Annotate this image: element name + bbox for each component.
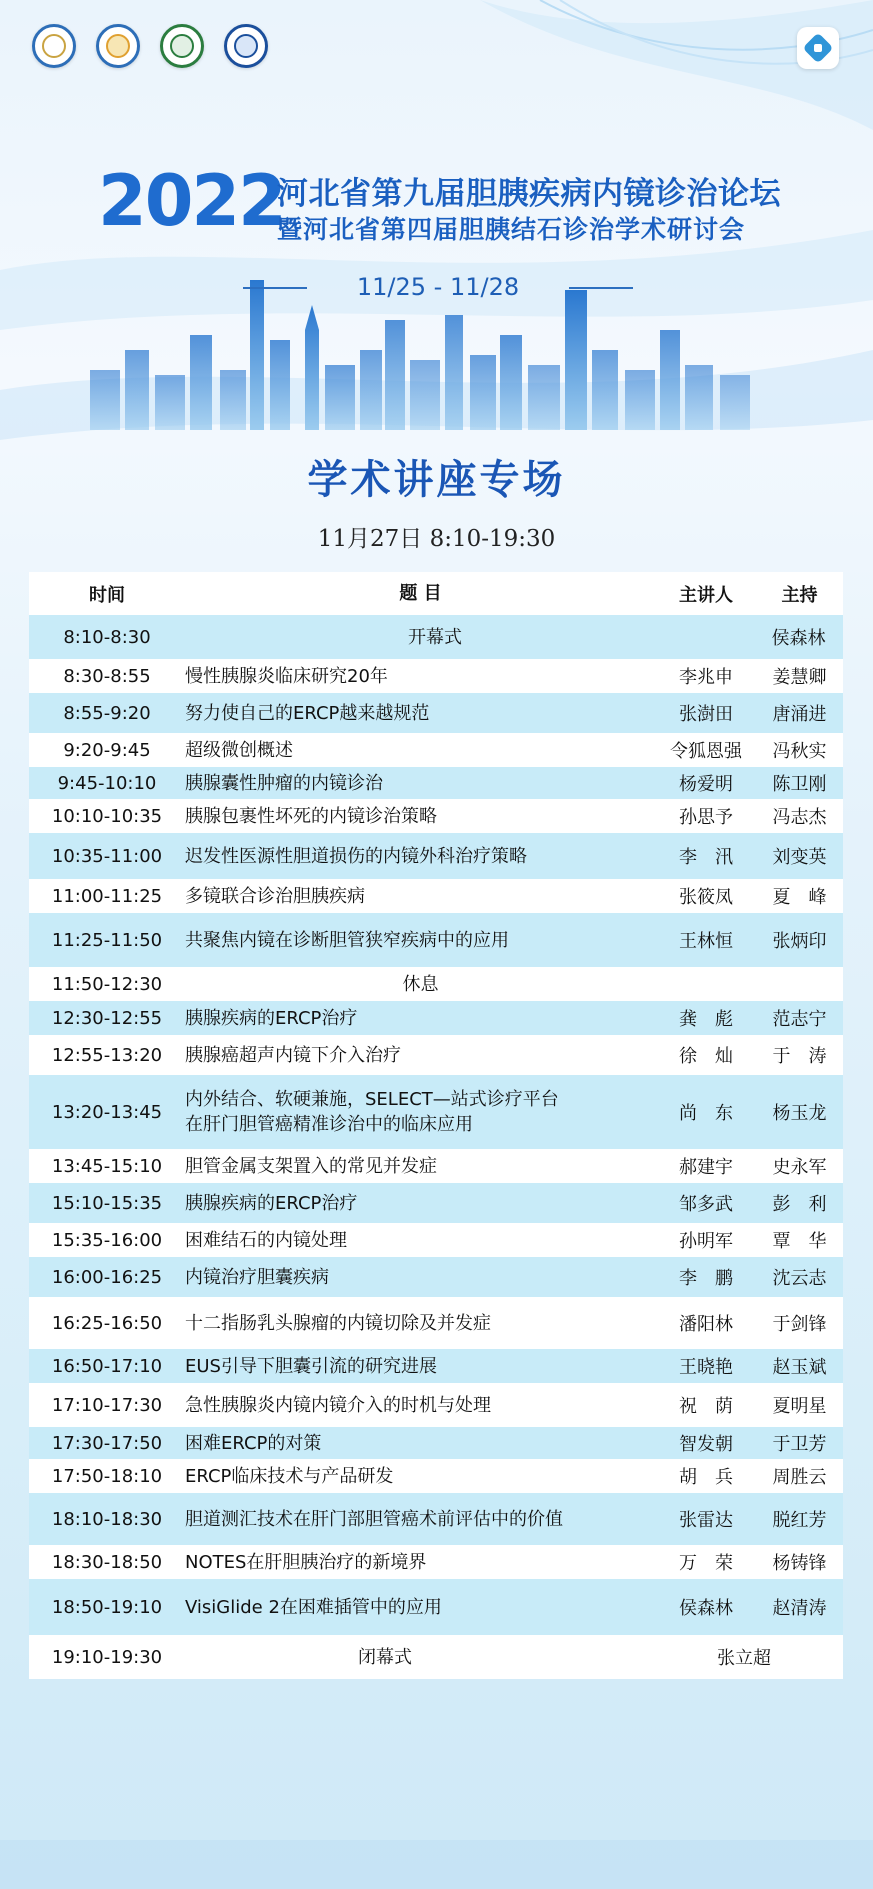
cell-time: 13:45-15:10	[51, 1155, 163, 1177]
cell-host: 杨玉龙	[772, 1103, 827, 1124]
cell-host: 姜慧卿	[772, 667, 827, 688]
cell-topic: 胰腺癌超声内镜下介入治疗	[185, 1044, 401, 1066]
cell-topic: 急性胰腺炎内镜内镜介入的时机与处理	[185, 1394, 491, 1416]
cell-topic: 休息	[402, 973, 439, 995]
table-row	[29, 1297, 843, 1349]
cell-host: 于剑锋	[772, 1314, 827, 1335]
event-year: 2022	[98, 160, 285, 242]
cell-speaker: 孙明军	[679, 1231, 733, 1252]
table-row	[29, 1001, 843, 1035]
cell-host: 脱红芳	[772, 1510, 827, 1531]
cell-time: 12:55-13:20	[51, 1044, 163, 1066]
cell-host: 史永军	[772, 1157, 827, 1178]
cell-host: 张立超	[717, 1648, 771, 1669]
table-row	[29, 767, 843, 799]
cell-topic: EUS引导下胆囊引流的研究进展	[185, 1355, 437, 1377]
association-logo	[224, 24, 268, 68]
cell-topic-line1: 内外结合、软硬兼施，SELECT—站式诊疗平台	[185, 1089, 559, 1110]
table-body	[29, 615, 843, 1679]
cell-time: 15:35-16:00	[51, 1229, 163, 1251]
table-row	[29, 913, 843, 967]
table-row	[29, 879, 843, 913]
cell-speaker: 张澍田	[679, 704, 733, 725]
cell-time: 11:25-11:50	[51, 929, 163, 951]
cell-host: 覃 华	[772, 1231, 827, 1252]
cell-speaker: 潘阳林	[679, 1314, 733, 1335]
cell-host: 唐涌进	[772, 704, 827, 725]
cell-host: 冯志杰	[772, 807, 827, 828]
cell-host: 张炳印	[772, 931, 827, 952]
hospital-logo	[32, 24, 76, 68]
cell-topic: 胰腺包裹性坏死的内镜诊治策略	[185, 805, 437, 827]
table-row	[29, 1579, 843, 1635]
cell-time: 10:35-11:00	[51, 845, 163, 867]
cell-topic: 闭幕式	[358, 1646, 412, 1668]
cell-time: 19:10-19:30	[51, 1646, 163, 1668]
schedule-table	[29, 572, 843, 1679]
table-header	[29, 572, 843, 615]
table-row	[29, 1459, 843, 1493]
cell-time: 8:30-8:55	[63, 665, 151, 687]
table-row	[29, 1545, 843, 1579]
cell-speaker: 祝 荫	[679, 1396, 733, 1417]
cell-speaker: 张筱凤	[679, 887, 733, 908]
table-row	[29, 1493, 843, 1545]
cell-speaker: 智发朝	[679, 1434, 733, 1455]
session-date: 11月27日 8:10-19:30	[317, 526, 556, 552]
cell-host: 于卫芳	[772, 1434, 827, 1455]
cell-time: 16:25-16:50	[51, 1312, 163, 1334]
event-dates	[293, 273, 583, 301]
cell-time: 9:20-9:45	[63, 739, 151, 761]
table-row	[29, 615, 843, 659]
cell-topic: 困难ERCP的对策	[185, 1432, 322, 1454]
cell-topic: 迟发性医源性胆道损伤的内镜外科治疗策略	[185, 845, 527, 867]
cell-host: 冯秋实	[772, 741, 827, 762]
event-title-line2: 暨河北省第四届胆胰结石诊治学术研讨会	[277, 215, 746, 244]
table-row	[29, 1383, 843, 1427]
cell-speaker: 王晓艳	[679, 1357, 733, 1378]
section-title: 学术讲座专场	[307, 456, 566, 503]
cell-host: 赵清涛	[772, 1598, 827, 1619]
cell-host: 彭 利	[772, 1194, 827, 1215]
cell-topic: 努力使自己的ERCP越来越规范	[185, 702, 430, 724]
cell-speaker: 万 荣	[679, 1553, 733, 1574]
header-host: 主持	[781, 584, 818, 606]
cell-time: 8:55-9:20	[63, 702, 151, 724]
university-logo	[160, 24, 204, 68]
header-time: 时间	[89, 584, 125, 606]
cell-host: 沈云志	[772, 1268, 827, 1289]
cell-speaker: 尚 东	[679, 1103, 733, 1124]
cell-topic: 胰腺疾病的ERCP治疗	[185, 1192, 358, 1214]
cell-speaker: 王林恒	[679, 931, 733, 952]
cell-speaker: 龚 彪	[679, 1009, 733, 1030]
cell-host: 夏明星	[772, 1396, 827, 1417]
cell-host: 于 涛	[772, 1046, 827, 1067]
cell-time: 17:30-17:50	[51, 1432, 163, 1454]
cell-topic: 慢性胰腺炎临床研究20年	[185, 665, 388, 687]
cell-topic: 胰腺疾病的ERCP治疗	[185, 1007, 358, 1029]
cell-topic: ERCP临床技术与产品研发	[185, 1465, 394, 1487]
cell-topic: 十二指肠乳头腺瘤的内镜切除及并发症	[185, 1312, 491, 1334]
cell-topic: 内镜治疗胆囊疾病	[185, 1266, 329, 1288]
cell-time: 17:50-18:10	[51, 1465, 163, 1487]
cell-host: 刘变英	[772, 847, 827, 868]
cell-host: 夏 峰	[772, 887, 827, 908]
cell-speaker: 杨爱明	[679, 774, 733, 795]
cell-topic: 共聚焦内镜在诊断胆管狭窄疾病中的应用	[185, 929, 509, 951]
cell-time: 8:10-8:30	[63, 626, 151, 648]
cell-time: 18:30-18:50	[51, 1551, 163, 1573]
table-row	[29, 1223, 843, 1257]
cell-host: 侯森林	[771, 628, 826, 649]
cell-speaker: 胡 兵	[679, 1467, 733, 1488]
cell-time: 18:50-19:10	[51, 1596, 163, 1618]
cell-speaker: 张雷达	[679, 1510, 733, 1531]
app-icon[interactable]	[797, 27, 839, 69]
cell-speaker: 令狐恩强	[670, 741, 742, 762]
cell-time: 16:00-16:25	[51, 1266, 163, 1288]
city-skyline-graphic	[80, 280, 800, 430]
table-row	[29, 1349, 843, 1383]
cell-topic-line2: 在肝门胆管癌精准诊治中的临床应用	[185, 1114, 473, 1135]
cell-topic: 胰腺囊性肿瘤的内镜诊治	[185, 772, 383, 794]
cell-topic: 超级微创概述	[185, 739, 293, 761]
table-row	[29, 1635, 843, 1679]
cell-host: 范志宁	[772, 1009, 827, 1030]
event-title	[0, 130, 873, 244]
cell-time: 17:10-17:30	[51, 1394, 163, 1416]
cell-time: 12:30-12:55	[51, 1007, 163, 1029]
cell-speaker: 邹多武	[679, 1194, 733, 1215]
table-row	[29, 799, 843, 833]
cell-topic: 胆管金属支架置入的常见并发症	[185, 1155, 437, 1177]
cell-topic	[185, 1087, 656, 1137]
header-speaker: 主讲人	[679, 584, 733, 606]
cell-time: 10:10-10:35	[51, 805, 163, 827]
header-topic: 题 目	[399, 583, 442, 604]
cell-time: 11:00-11:25	[51, 885, 163, 907]
cell-time: 11:50-12:30	[51, 973, 163, 995]
table-row	[29, 1427, 843, 1459]
cell-host: 周胜云	[772, 1467, 827, 1488]
cell-speaker: 李 汛	[679, 847, 733, 868]
table-row	[29, 693, 843, 733]
table-row	[29, 1075, 843, 1149]
cell-topic: 多镜联合诊治胆胰疾病	[185, 885, 365, 907]
organizer-logos	[32, 24, 268, 68]
cell-host: 杨铸锋	[772, 1553, 827, 1574]
cell-speaker: 徐 灿	[679, 1046, 733, 1067]
society-logo	[96, 24, 140, 68]
cell-speaker: 侯森林	[679, 1598, 733, 1619]
table-row	[29, 733, 843, 767]
table-row	[29, 1257, 843, 1297]
cell-speaker: 孙思予	[679, 807, 733, 828]
table-row	[29, 967, 843, 1001]
cell-topic: NOTES在肝胆胰治疗的新境界	[185, 1551, 427, 1573]
cell-time: 16:50-17:10	[51, 1355, 163, 1377]
cell-topic: 开幕式	[408, 626, 462, 648]
cell-topic: 胆道测汇技术在肝门部胆管癌术前评估中的价值	[185, 1508, 563, 1530]
cell-time: 18:10-18:30	[51, 1508, 163, 1530]
cell-time: 13:20-13:45	[51, 1101, 163, 1123]
cell-speaker: 郝建宇	[679, 1157, 733, 1178]
event-dates-text: 11/25 - 11/28	[356, 273, 520, 301]
table-row	[29, 833, 843, 879]
table-row	[29, 1035, 843, 1075]
cell-speaker: 李兆申	[679, 667, 733, 688]
table-row	[29, 659, 843, 693]
cell-host: 赵玉斌	[772, 1357, 827, 1378]
cell-topic: VisiGlide 2在困难插管中的应用	[185, 1596, 442, 1618]
table-row	[29, 1149, 843, 1183]
cell-time: 9:45-10:10	[57, 772, 157, 794]
cell-speaker: 李 鹏	[679, 1268, 733, 1289]
cell-time: 15:10-15:35	[51, 1192, 163, 1214]
table-row	[29, 1183, 843, 1223]
cell-host: 陈卫刚	[772, 774, 827, 795]
event-title-line1: 河北省第九届胆胰疾病内镜诊治论坛	[277, 176, 781, 212]
cell-topic: 困难结石的内镜处理	[185, 1229, 347, 1251]
